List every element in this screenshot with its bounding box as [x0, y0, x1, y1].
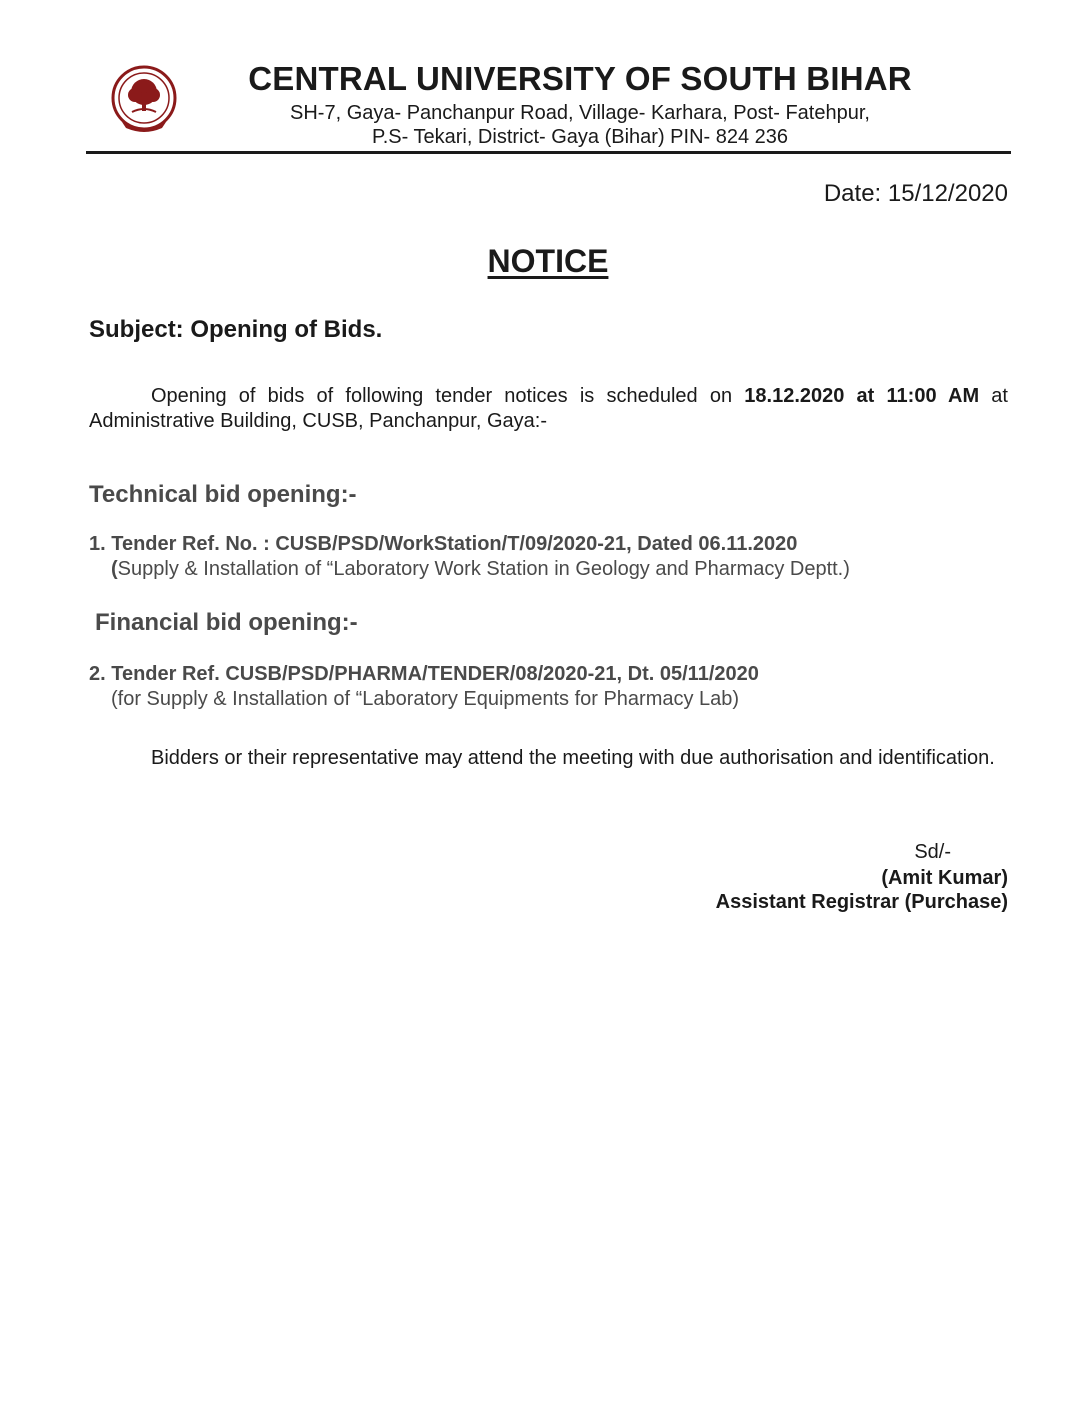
financial-bid-heading: Financial bid opening:- [95, 609, 358, 636]
university-name: CENTRAL UNIVERSITY OF SOUTH BIHAR [248, 60, 912, 97]
closing-text: Bidders or their representative may attend the meeting with due authorisation and identification. [151, 747, 995, 769]
tender-ref-1: 1. Tender Ref. No. : CUSB/PSD/WorkStation/T/09/2020-21, Dated 06.11.2020 [89, 533, 798, 555]
tender-desc-2: (for Supply & Installation of “Laboratory Equipments for Pharmacy Lab) [111, 688, 740, 710]
tender-desc-1 [111, 558, 850, 581]
notice-date: Date: 15/12/2020 [823, 180, 1008, 207]
signature-sd: Sd/- [914, 841, 951, 863]
tender-desc-1-paren: ( [111, 558, 118, 580]
closing-paragraph [89, 746, 1008, 771]
signatory-name: (Amit Kumar) [881, 867, 1008, 889]
intro-text-after: at Administrative Building, CUSB, Panchanpur, Gaya:- [89, 385, 1008, 432]
notice-title: NOTICE [487, 243, 609, 279]
opening-datetime: 18.12.2020 at 11:00 AM [744, 385, 980, 407]
signatory-designation: Assistant Registrar (Purchase) [715, 891, 1008, 913]
tender-ref-2: 2. Tender Ref. CUSB/PSD/PHARMA/TENDER/08/2020-21, Dt. 05/11/2020 [89, 663, 759, 685]
header-divider [86, 151, 1011, 154]
address-line-1: SH-7, Gaya- Panchanpur Road, Village- Karhara, Post- Fatehpur, [290, 102, 870, 124]
intro-text-before: Opening of bids of following tender notices is scheduled on [151, 385, 745, 407]
technical-bid-heading: Technical bid opening:- [89, 481, 357, 508]
address-line-2: P.S- Tekari, District- Gaya (Bihar) PIN- 824 236 [371, 126, 789, 148]
tender-desc-1-text: Supply & Installation of “Laboratory Work Station in Geology and Pharmacy Deptt.) [117, 558, 850, 580]
notice-subject: Subject: Opening of Bids. [89, 316, 383, 343]
intro-paragraph [89, 384, 1008, 434]
